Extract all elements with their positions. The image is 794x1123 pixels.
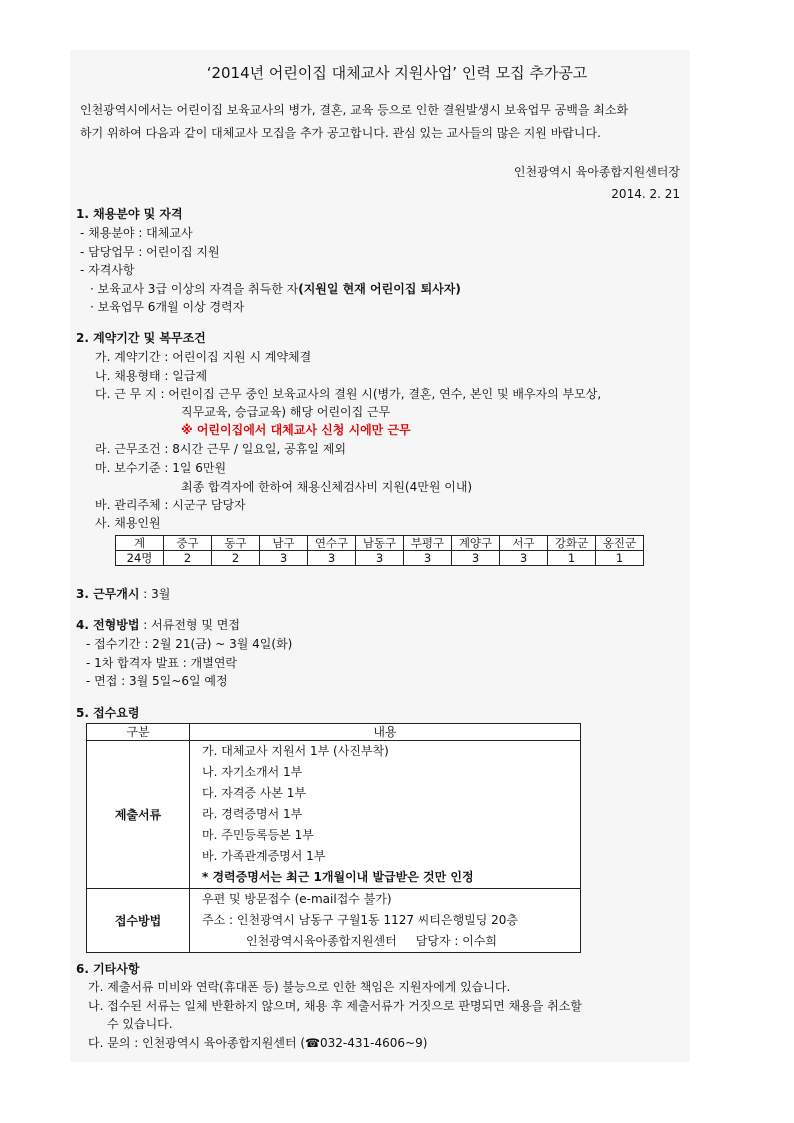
docs-item: 다. 자격증 사본 1부 xyxy=(202,786,307,800)
headcount-header: 계양구 xyxy=(452,536,500,551)
docs-label: 제출서류 xyxy=(87,741,190,889)
issuer: 인천광역시 육아종합지원센터장 xyxy=(513,165,680,179)
section-4 xyxy=(76,616,240,634)
s6-item-a: 가. 제출서류 미비와 연락(휴대폰 등) 불능으로 인한 책임은 지원자에게 있습니다. xyxy=(88,980,511,994)
s1-qual-item-1-note: (지원일 현재 어린이집 퇴사자) xyxy=(298,282,461,296)
headcount-header: 옹진군 xyxy=(596,536,644,551)
section-3-value: : 3월 xyxy=(139,587,171,601)
docs-item: 가. 대체교사 지원서 1부 (사진부착) xyxy=(202,744,389,758)
s6-item-b-1: 나. 접수된 서류는 일체 반환하지 않으며, 채용 후 제출서류가 거짓으로 판명되면 채용을 취소할 xyxy=(88,999,582,1013)
docs-content xyxy=(190,741,581,889)
intro-line-1: 인천광역시에서는 어린이집 보육교사의 병가, 결혼, 교육 등으로 인한 결원발생시 보육업무 공백을 최소화 xyxy=(80,103,629,117)
headcount-header: 남구 xyxy=(260,536,308,551)
headcount-value: 3 xyxy=(308,551,356,566)
section-5-heading: 5. 접수요령 xyxy=(76,706,140,720)
docs-item: 나. 자기소개서 1부 xyxy=(202,765,303,779)
docs-item: 라. 경력증명서 1부 xyxy=(202,807,303,821)
s4-interview: - 면접 : 3월 5일~6일 예정 xyxy=(86,674,228,688)
headcount-value: 3 xyxy=(500,551,548,566)
headcount-value-row xyxy=(116,551,644,566)
headcount-header: 부평구 xyxy=(404,536,452,551)
headcount-header: 중구 xyxy=(164,536,212,551)
headcount-value: 1 xyxy=(596,551,644,566)
headcount-header: 연수구 xyxy=(308,536,356,551)
s6-item-b-2: 수 있습니다. xyxy=(107,1017,173,1031)
headcount-value: 1 xyxy=(548,551,596,566)
application-col-content: 내용 xyxy=(190,724,581,741)
headcount-value: 3 xyxy=(260,551,308,566)
s2-pay: 마. 보수기준 : 1일 6만원 xyxy=(95,461,227,475)
s4-first-result: - 1차 합격자 발표 : 개별연락 xyxy=(86,656,238,670)
application-method-row xyxy=(87,889,581,953)
headcount-value: 3 xyxy=(356,551,404,566)
s1-qual-item-1-text: · 보육교사 3급 이상의 자격을 취득한 자 xyxy=(90,282,299,296)
method-label: 접수방법 xyxy=(87,889,190,953)
s2-headcount-label: 사. 채용인원 xyxy=(95,516,161,530)
section-4-value: : 서류전형 및 면접 xyxy=(139,618,240,632)
issue-date: 2014. 2. 21 xyxy=(611,187,680,201)
section-1-heading: 1. 채용분야 및 자격 xyxy=(76,207,183,221)
docs-item: 바. 가족관계증명서 1부 xyxy=(202,849,326,863)
method-contact: 인천광역시육아종합지원센터 담당자 : 이수희 xyxy=(246,934,497,948)
method-address: 주소 : 인천광역시 남동구 구월1동 1127 씨티은행빌딩 20층 xyxy=(202,913,519,927)
application-table xyxy=(86,723,581,953)
headcount-value: 24명 xyxy=(116,551,164,566)
s6-item-c: 다. 문의 : 인천광역시 육아종합지원센터 (☎032-431-4606~9) xyxy=(88,1036,428,1050)
s2-location-2: 직무교육, 승급교육) 해당 어린이집 근무 xyxy=(181,405,391,419)
docs-item: 마. 주민등록등본 1부 xyxy=(202,828,314,842)
application-docs-row xyxy=(87,741,581,889)
s1-qualification: - 자격사항 xyxy=(80,263,135,277)
headcount-value: 3 xyxy=(404,551,452,566)
document-title: ‘2014년 어린이집 대체교사 지원사업’ 인력 모집 추가공고 xyxy=(206,64,588,82)
s2-location-note: ※ 어린이집에서 대체교사 신청 시에만 근무 xyxy=(181,423,411,437)
headcount-value: 2 xyxy=(164,551,212,566)
headcount-header: 강화군 xyxy=(548,536,596,551)
headcount-header: 동구 xyxy=(212,536,260,551)
s2-location-1: 다. 근 무 지 : 어린이집 근무 중인 보육교사의 결원 시(병가, 결혼, 연수, 본인 및 배우자의 부모상, xyxy=(95,387,602,401)
s2-contract: 가. 계약기간 : 어린이집 지원 시 계약체결 xyxy=(95,350,312,364)
section-3-heading: 3. 근무개시 xyxy=(76,587,140,601)
headcount-header: 서구 xyxy=(500,536,548,551)
s1-duty: - 담당업무 : 어린이집 지원 xyxy=(80,245,220,259)
method-line: 우편 및 방문접수 (e-mail접수 불가) xyxy=(202,892,392,906)
docs-list xyxy=(190,741,580,888)
s2-type: 나. 채용형태 : 일급제 xyxy=(95,369,208,383)
method-list xyxy=(190,889,580,952)
headcount-value: 3 xyxy=(452,551,500,566)
headcount-value: 2 xyxy=(212,551,260,566)
section-2-heading: 2. 계약기간 및 복무조건 xyxy=(76,331,206,345)
application-header-row xyxy=(87,724,581,741)
section-4-heading: 4. 전형방법 xyxy=(76,618,140,632)
s1-field: - 채용분야 : 대체교사 xyxy=(80,226,193,240)
method-content xyxy=(190,889,581,953)
s2-manager: 바. 관리주체 : 시군구 담당자 xyxy=(95,498,246,512)
section-6-heading: 6. 기타사항 xyxy=(76,962,140,976)
docs-note: * 경력증명서는 최근 1개월이내 발급받은 것만 인정 xyxy=(202,870,474,884)
headcount-table xyxy=(115,535,644,566)
s2-conditions: 라. 근무조건 : 8시간 근무 / 일요일, 공휴일 제외 xyxy=(95,442,346,456)
section-3 xyxy=(76,585,170,603)
intro-line-2: 하기 위하여 다음과 같이 대체교사 모집을 추가 공고합니다. 관심 있는 교사들의 많은 지원 바랍니다. xyxy=(80,126,601,140)
application-col-category: 구분 xyxy=(87,724,190,741)
headcount-header: 계 xyxy=(116,536,164,551)
headcount-header-row xyxy=(116,536,644,551)
s1-qual-item-1 xyxy=(90,280,461,298)
s4-period: - 접수기간 : 2월 21(금) ~ 3월 4일(화) xyxy=(86,637,293,651)
s2-pay-note: 최종 합격자에 한하여 채용신체검사비 지원(4만원 이내) xyxy=(181,480,473,494)
headcount-header: 남동구 xyxy=(356,536,404,551)
s1-qual-item-2: · 보육업무 6개월 이상 경력자 xyxy=(90,300,245,314)
